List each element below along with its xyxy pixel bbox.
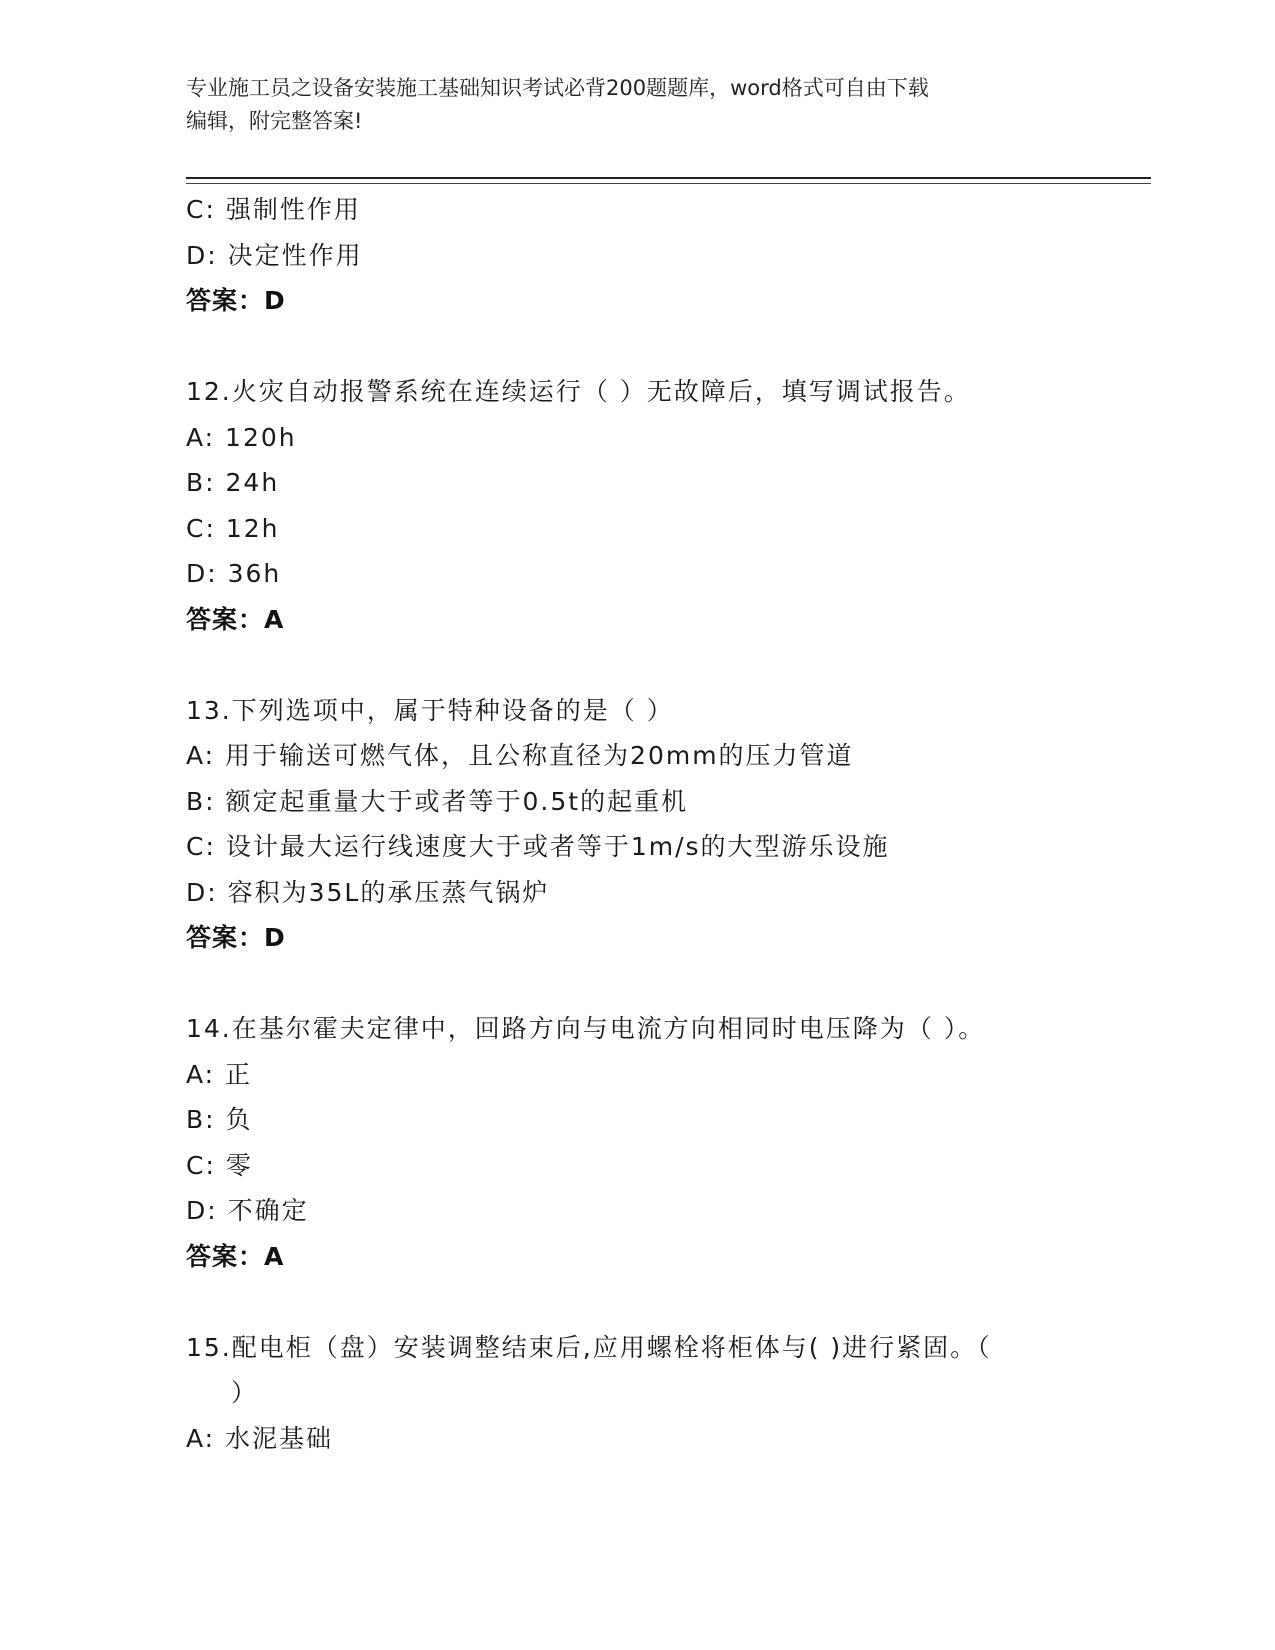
question-12 [186, 369, 1086, 642]
header-divider-thin [186, 183, 1151, 184]
question-title-continuation: ） [231, 1378, 259, 1407]
option-b: B: 负 [186, 1105, 253, 1134]
question-title: 15.配电柜（盘）安装调整结束后,应用螺栓将柜体与( )进行紧固。（ [186, 1332, 992, 1362]
answer-label: 答案：D [186, 923, 286, 952]
question-title: 12.火灾自动报警系统在连续运行（ ）无故障后，填写调试报告。 [186, 377, 971, 406]
option-d: D: 决定性作用 [186, 240, 363, 270]
option-c: C: 零 [186, 1150, 253, 1180]
option-b: B: 额定起重量大于或者等于0.5t的起重机 [186, 786, 689, 816]
option-d: D: 容积为35L的承压蒸气锅炉 [186, 877, 550, 907]
question-title: 13.下列选项中，属于特种设备的是（ ） [186, 695, 674, 725]
question-13 [186, 688, 1086, 961]
question-14 [186, 1006, 1086, 1279]
spacer [186, 642, 1086, 688]
header-title-line-2: 编辑，附完整答案! [186, 109, 363, 133]
question-15 [186, 1325, 1086, 1462]
question-11-continued [186, 187, 1086, 324]
header-title-line-1: 专业施工员之设备安装施工基础知识考试必背200题题库，word格式可自由下载 [186, 76, 929, 100]
option-d: D: 不确定 [186, 1196, 309, 1225]
option-c: C: 12h [186, 513, 280, 543]
option-c: C: 设计最大运行线速度大于或者等于1m/s的大型游乐设施 [186, 832, 890, 861]
header-divider-thick [186, 177, 1151, 179]
spacer [186, 1279, 1086, 1325]
question-list [186, 187, 1086, 1461]
option-c: C: 强制性作用 [186, 195, 361, 224]
option-a: A: 用于输送可燃气体，且公称直径为20mm的压力管道 [186, 741, 854, 770]
option-a: A: 120h [186, 422, 297, 452]
option-a: A: 水泥基础 [186, 1423, 334, 1453]
answer-label: 答案：A [186, 1241, 285, 1271]
answer-label: 答案：D [186, 286, 286, 315]
option-d: D: 36h [186, 559, 282, 588]
document-header [186, 72, 1086, 138]
spacer [186, 324, 1086, 370]
spacer [186, 961, 1086, 1007]
option-a: A: 正 [186, 1059, 253, 1089]
option-b: B: 24h [186, 468, 280, 497]
question-title: 14.在基尔霍夫定律中，回路方向与电流方向相同时电压降为（ ）。 [186, 1014, 986, 1043]
answer-label: 答案：A [186, 604, 285, 634]
